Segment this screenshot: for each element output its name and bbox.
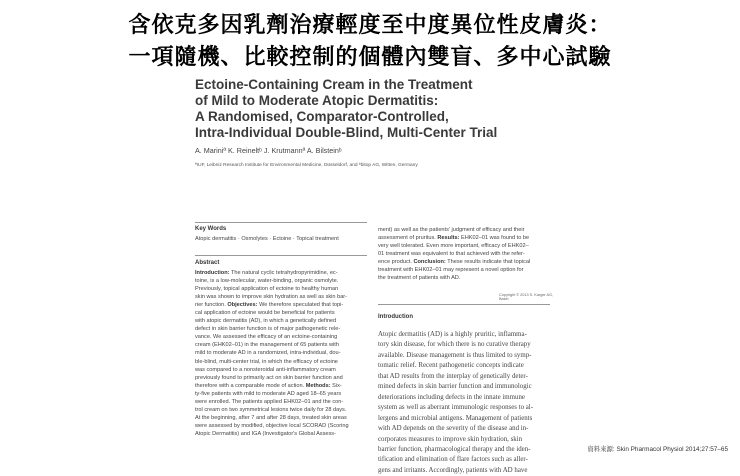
paper-title-line: A Randomised, Comparator-Controlled,: [195, 109, 449, 124]
abstract-intro-label: Introduction:: [195, 270, 230, 276]
keywords-text: Atopic dermatitis · Osmolytes · Ectoine · Topical treatment: [195, 236, 339, 242]
source-citation: 資料來源: Skin Pharmacol Physiol 2014;27:57–65: [587, 446, 728, 453]
paper-title-line: Ectoine-Containing Cream in the Treatment: [195, 77, 473, 92]
introduction-text: Atopic dermatitis (AD) is a highly pruritic, inflamma- tory skin disease, for which there is no curative therapy available. Disease management is thus limited to symp- tomatic relief. Recent pathogenetic concepts indicate that AD results from the interplay of genetically deter- mined defects in skin barrier function and immunologic deteriorations including defects in the innate immune system as well as aberrant immunologic responses to al- lergens and microbial antigens. Management of patients with AD depends on the severity of the disease and in- corporates measures to improve skin hydration, skin barrier function, pharmacological therapy and the iden- tification and elimination of flare factors such as aller- gens and irritants. Accordingly, patients with AD have: [378, 331, 534, 474]
abstract-body: toine, is a low-molecular, water-binding, organic osmolyte. Previously, topical application of ectoine to healthy human skin was shown to improve skin hydration as well as skin bar- rier function.: [195, 278, 348, 309]
right-col-top: ment) as well as the patients' judgment of efficacy and their assessment of pruritus.: [378, 227, 525, 242]
slide-heading-line2: 一項隨機、比較控制的個體內雙盲、多中心試驗: [128, 45, 612, 70]
paper-authors: A. Mariniª K. Reineltᵇ J. Krutmannª A. Bilsteinᵇ: [195, 146, 342, 155]
abstract-heading: Abstract: [195, 260, 220, 266]
paper-snapshot: [195, 72, 555, 474]
paper-title: [195, 77, 545, 141]
divider: [195, 222, 367, 223]
conclusion-label: Conclusion:: [413, 259, 446, 266]
abstract-body2: cal application of ectoine would be beneficial for patients with atopic dermatitis (AD), in which a genetically defined defect in skin barrier function is of major pathogenetic rele- vance. We assessed the efficacy of an ectoine-containing cream (EHK02–01) in the management of 65 patients with mild to moderate AD in a randomized, intra-individual, dou- ble-blind, multi-center trial, in which the efficacy of ectoine was compared to a nonsteroidal anti-inflammatory cream previously found to primarily act on skin barrier function and therefore with a comparable mode of action.: [195, 310, 343, 389]
results-label: Results:: [437, 235, 460, 242]
abstract-intro-first: The natural cyclic tetrahydropyrimidine, ec-: [229, 270, 338, 276]
conclusion-text: These results indicate that topical treatment with EHK02–01 may represent a novel option for the treatment of patients with AD.: [378, 259, 531, 282]
keywords-heading: Key Words: [195, 226, 227, 232]
introduction-heading: Introduction: [378, 314, 413, 320]
copyright: Copyright © 2013 S. Karger AG, Basel: [499, 293, 554, 301]
abstract-methods-first: Six-: [330, 382, 342, 389]
abstract-continued: [378, 226, 556, 282]
results-text: EHK02–01 was found to be very well tolerated. Even more important, efficacy of EHK02– 01 treatment was equivalent to that achieved with the refer- ence product.: [378, 235, 530, 266]
divider: [195, 255, 367, 256]
divider: [378, 304, 550, 305]
abstract-text: [195, 269, 373, 438]
paper-title-line: Intra-Individual Double-Blind, Multi-Center Trial: [195, 125, 498, 140]
paper-affiliation: ªIUF, Leibniz Research Institute for Environmental Medicine, Düsseldorf, and ᵇbitop AG, Witten, Germany: [195, 163, 418, 168]
abstract-objectives-first: We therefore speculated that topi-: [257, 302, 344, 309]
abstract-objectives-label: Objectives:: [227, 302, 258, 309]
slide-heading-line1: 含依克多因乳劑治療輕度至中度異位性皮膚炎：: [128, 13, 612, 38]
abstract-methods-label: Methods:: [305, 382, 331, 389]
abstract-body3: ty-five patients with mild to moderate AD aged 18–65 years were enrolled. The patients applied EHK02–01 and the con- trol cream on two symmetrical lesions twice daily for 28 days. At the beginning, after 7 and after 28 days, treated skin areas were assessed by modified, objective local SCORAD (Scoring Atopic Dermatitis) and IGA (Investigator's Global Assess-: [195, 390, 349, 437]
paper-title-line: of Mild to Moderate Atopic Dermatitis:: [195, 93, 439, 108]
